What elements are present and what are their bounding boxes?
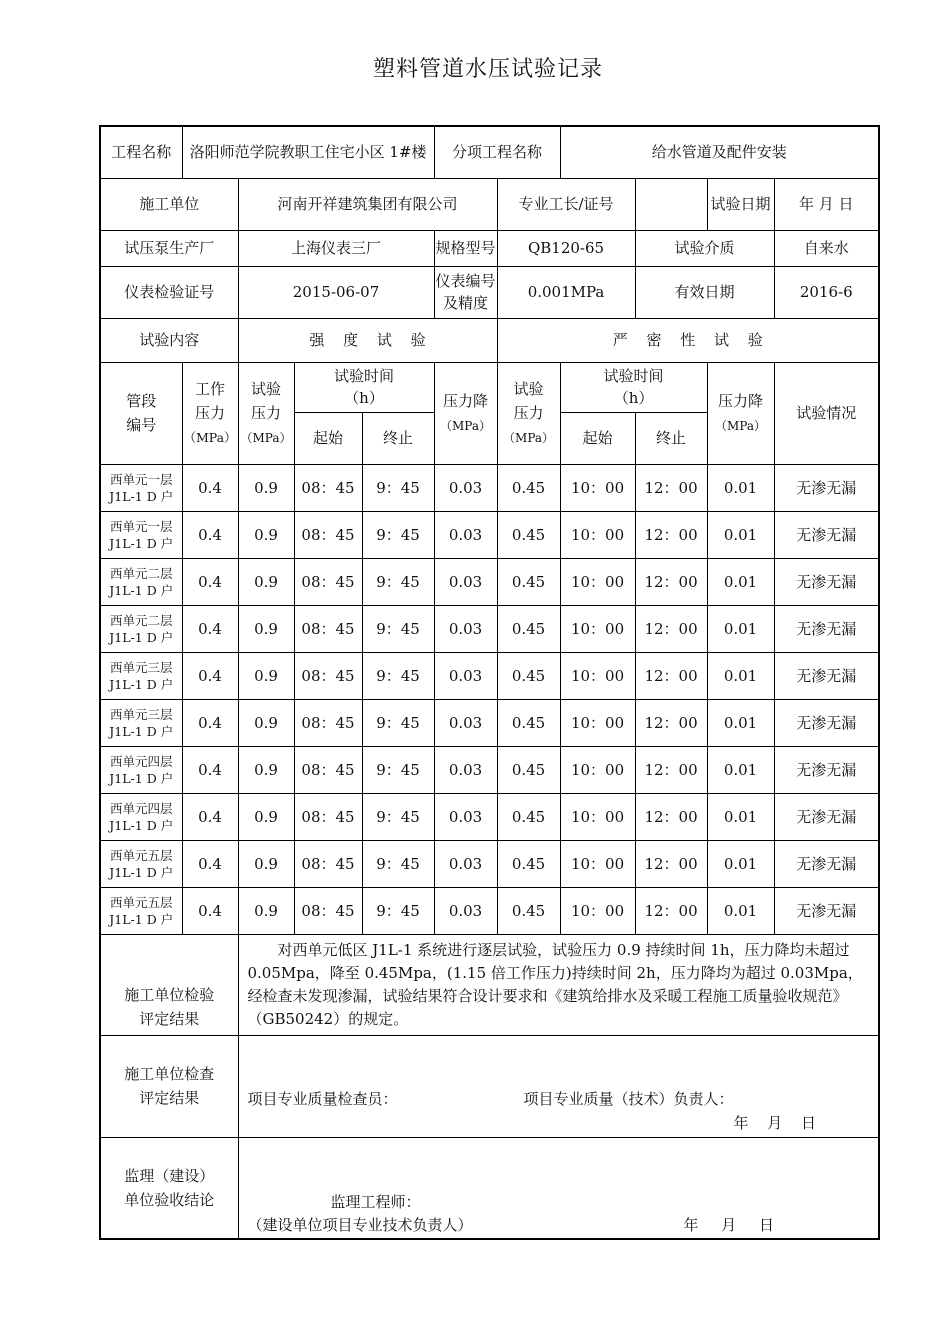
segment-cell: 西单元三层 J1L-1 D 户 [100,699,182,746]
inspection-date: 年 月 日 [733,1113,817,1132]
conclusion-label: 施工单位检验 评定结果 [100,934,238,1035]
strength-end-cell: 9：45 [362,605,434,652]
table-row [100,746,879,793]
tightness-drop-cell: 0.01 [707,887,774,934]
pump-maker-label: 试压泵生产厂 [100,230,238,266]
strength-end-cell: 9：45 [362,840,434,887]
table-row [100,605,879,652]
strength-end-header: 终止 [362,412,434,464]
tightness-test-time-header: 试验时间 （h） [560,362,707,412]
work-pressure-cell: 0.4 [182,464,238,511]
conclusion-text: 对西单元低区 J1L-1 系统进行逐层试验，试验压力 0.9 持续时间 1h，压力降均未超过 0.05Mpa，降至 0.45Mpa，(1.15 倍工作压力)持续时间 2h，压力降均为超过 0.03Mpa，经检查未发现渗漏，试验结果符合设计要求和《建筑给排水及采暖工程施工质量验收规范》（GB50242）的规定。 [238,934,879,1035]
sub-project-label: 分项工程名称 [434,126,560,178]
meter-cert-label: 仪表检验证号 [100,266,238,318]
strength-end-cell: 9：45 [362,699,434,746]
test-content-row [100,318,879,362]
strength-test-time-header: 试验时间 （h） [294,362,434,412]
supervision-date: 年 月 日 [683,1215,775,1234]
tightness-pressure-cell: 0.45 [497,887,560,934]
tightness-drop-cell: 0.01 [707,699,774,746]
foreman-value [635,178,707,230]
strength-pressure-cell: 0.9 [238,699,294,746]
work-pressure-cell: 0.4 [182,605,238,652]
segment-cell: 西单元五层 J1L-1 D 户 [100,840,182,887]
work-pressure-cell: 0.4 [182,511,238,558]
situation-header: 试验情况 [774,362,879,464]
tightness-start-cell: 10：00 [560,605,635,652]
strength-pressure-cell: 0.9 [238,840,294,887]
supervision-label: 监理（建设） 单位验收结论 [100,1137,238,1239]
tightness-end-cell: 12：00 [635,652,707,699]
tightness-drop-cell: 0.01 [707,605,774,652]
strength-end-cell: 9：45 [362,558,434,605]
tightness-start-cell: 10：00 [560,558,635,605]
result-cell: 无渗无漏 [774,887,879,934]
test-content-label: 试验内容 [100,318,238,362]
test-date-value: 年 月 日 [774,178,879,230]
column-header-row-1 [100,362,879,412]
strength-end-cell: 9：45 [362,793,434,840]
tightness-drop-cell: 0.01 [707,652,774,699]
inspection-label: 施工单位检查 评定结果 [100,1035,238,1137]
tightness-test-pressure-header: 试验 压力 （MPa） [497,362,560,464]
meter-precision-value: 0.001MPa [497,266,635,318]
table-row [100,511,879,558]
strength-drop-cell: 0.03 [434,793,497,840]
segment-cell: 西单元二层 J1L-1 D 户 [100,605,182,652]
tightness-start-cell: 10：00 [560,840,635,887]
tightness-pressure-cell: 0.45 [497,652,560,699]
strength-drop-cell: 0.03 [434,464,497,511]
table-row [100,652,879,699]
strength-drop-cell: 0.03 [434,605,497,652]
work-pressure-cell: 0.4 [182,887,238,934]
model-label: 规格型号 [434,230,497,266]
tightness-start-cell: 10：00 [560,464,635,511]
supervision-row [100,1137,879,1239]
tightness-end-cell: 12：00 [635,793,707,840]
tightness-end-cell: 12：00 [635,464,707,511]
strength-drop-cell: 0.03 [434,511,497,558]
tightness-end-cell: 12：00 [635,605,707,652]
strength-start-header: 起始 [294,412,362,464]
tightness-end-cell: 12：00 [635,558,707,605]
inspection-signature-area [238,1035,879,1137]
work-pressure-cell: 0.4 [182,840,238,887]
strength-start-cell: 08：45 [294,605,362,652]
tightness-start-cell: 10：00 [560,511,635,558]
tightness-pressure-cell: 0.45 [497,793,560,840]
table-row [100,840,879,887]
strength-pressure-cell: 0.9 [238,511,294,558]
strength-start-cell: 08：45 [294,464,362,511]
table-row [100,464,879,511]
tightness-end-cell: 12：00 [635,511,707,558]
sub-project-value: 给水管道及配件安装 [560,126,879,178]
test-date-label: 试验日期 [707,178,774,230]
supervision-engineer-label: 监理工程师： [330,1192,421,1211]
medium-value: 自来水 [774,230,879,266]
test-record-table [99,125,880,1240]
tightness-pressure-cell: 0.45 [497,558,560,605]
tightness-pressure-cell: 0.45 [497,464,560,511]
work-pressure-header: 工作 压力 （MPa） [182,362,238,464]
tightness-drop-cell: 0.01 [707,793,774,840]
table-row [100,887,879,934]
result-cell: 无渗无漏 [774,746,879,793]
tightness-drop-cell: 0.01 [707,746,774,793]
tightness-pressure-cell: 0.45 [497,699,560,746]
supervision-signature-area [238,1137,879,1239]
tightness-end-cell: 12：00 [635,840,707,887]
constructor-value: 河南开祥建筑集团有限公司 [238,178,497,230]
segment-cell: 西单元一层 J1L-1 D 户 [100,464,182,511]
strength-start-cell: 08：45 [294,652,362,699]
result-cell: 无渗无漏 [774,464,879,511]
tightness-pressure-drop-header: 压力降 （MPa） [707,362,774,464]
strength-drop-cell: 0.03 [434,746,497,793]
strength-pressure-drop-header: 压力降 （MPa） [434,362,497,464]
segment-cell: 西单元三层 J1L-1 D 户 [100,652,182,699]
constructor-row [100,178,879,230]
segment-cell: 西单元四层 J1L-1 D 户 [100,746,182,793]
tightness-pressure-cell: 0.45 [497,511,560,558]
strength-drop-cell: 0.03 [434,699,497,746]
valid-date-label: 有效日期 [635,266,774,318]
result-cell: 无渗无漏 [774,699,879,746]
strength-start-cell: 08：45 [294,511,362,558]
strength-drop-cell: 0.03 [434,887,497,934]
strength-start-cell: 08：45 [294,887,362,934]
pump-row [100,230,879,266]
tightness-test-heading: 严 密 性 试 验 [497,318,879,362]
meter-row [100,266,879,318]
quality-chief-label: 项目专业质量（技术）负责人： [523,1089,734,1108]
constructor-label: 施工单位 [100,178,238,230]
tightness-end-cell: 12：00 [635,887,707,934]
strength-pressure-cell: 0.9 [238,746,294,793]
tightness-end-cell: 12：00 [635,746,707,793]
tightness-start-cell: 10：00 [560,746,635,793]
strength-pressure-cell: 0.9 [238,464,294,511]
segment-cell: 西单元五层 J1L-1 D 户 [100,887,182,934]
result-cell: 无渗无漏 [774,840,879,887]
result-cell: 无渗无漏 [774,605,879,652]
meter-cert-value: 2015-06-07 [238,266,434,318]
tightness-pressure-cell: 0.45 [497,840,560,887]
table-row [100,793,879,840]
inspection-row [100,1035,879,1137]
strength-end-cell: 9：45 [362,511,434,558]
tightness-drop-cell: 0.01 [707,464,774,511]
strength-drop-cell: 0.03 [434,840,497,887]
tightness-pressure-cell: 0.45 [497,605,560,652]
pump-maker-value: 上海仪表三厂 [238,230,434,266]
strength-start-cell: 08：45 [294,840,362,887]
result-cell: 无渗无漏 [774,511,879,558]
strength-test-heading: 强 度 试 验 [238,318,497,362]
work-pressure-cell: 0.4 [182,746,238,793]
strength-pressure-cell: 0.9 [238,793,294,840]
strength-drop-cell: 0.03 [434,652,497,699]
work-pressure-cell: 0.4 [182,558,238,605]
segment-cell: 西单元二层 J1L-1 D 户 [100,558,182,605]
valid-date-value: 2016-6 [774,266,879,318]
project-name-value: 洛阳师范学院教职工住宅小区 1#楼 [182,126,434,178]
tightness-drop-cell: 0.01 [707,558,774,605]
tightness-pressure-cell: 0.45 [497,746,560,793]
tightness-end-cell: 12：00 [635,699,707,746]
medium-label: 试验介质 [635,230,774,266]
table-row [100,558,879,605]
tightness-start-header: 起始 [560,412,635,464]
strength-pressure-cell: 0.9 [238,652,294,699]
strength-test-pressure-header: 试验 压力 （MPa） [238,362,294,464]
strength-end-cell: 9：45 [362,464,434,511]
strength-start-cell: 08：45 [294,558,362,605]
owner-representative-label: （建设单位项目专业技术负责人） [247,1215,473,1234]
strength-start-cell: 08：45 [294,793,362,840]
result-cell: 无渗无漏 [774,793,879,840]
tightness-start-cell: 10：00 [560,887,635,934]
result-cell: 无渗无漏 [774,558,879,605]
tightness-start-cell: 10：00 [560,652,635,699]
strength-pressure-cell: 0.9 [238,887,294,934]
result-cell: 无渗无漏 [774,652,879,699]
tightness-drop-cell: 0.01 [707,840,774,887]
conclusion-row [100,934,879,1035]
strength-end-cell: 9：45 [362,887,434,934]
strength-pressure-cell: 0.9 [238,558,294,605]
model-value: QB120-65 [497,230,635,266]
tightness-end-header: 终止 [635,412,707,464]
tightness-start-cell: 10：00 [560,699,635,746]
page-title: 塑料管道水压试验记录 [372,57,603,82]
strength-end-cell: 9：45 [362,746,434,793]
strength-end-cell: 9：45 [362,652,434,699]
strength-drop-cell: 0.03 [434,558,497,605]
segment-cell: 西单元一层 J1L-1 D 户 [100,511,182,558]
table-row [100,699,879,746]
strength-start-cell: 08：45 [294,699,362,746]
tightness-drop-cell: 0.01 [707,511,774,558]
tightness-start-cell: 10：00 [560,793,635,840]
inspector-label: 项目专业质量检查员： [247,1089,398,1108]
project-row [100,126,879,178]
project-name-label: 工程名称 [100,126,182,178]
foreman-label: 专业工长/证号 [497,178,635,230]
work-pressure-cell: 0.4 [182,793,238,840]
segment-cell: 西单元四层 J1L-1 D 户 [100,793,182,840]
work-pressure-cell: 0.4 [182,699,238,746]
strength-pressure-cell: 0.9 [238,605,294,652]
strength-start-cell: 08：45 [294,746,362,793]
segment-no-header: 管段 编号 [100,362,182,464]
meter-no-label: 仪表编号 及精度 [434,266,497,318]
work-pressure-cell: 0.4 [182,652,238,699]
